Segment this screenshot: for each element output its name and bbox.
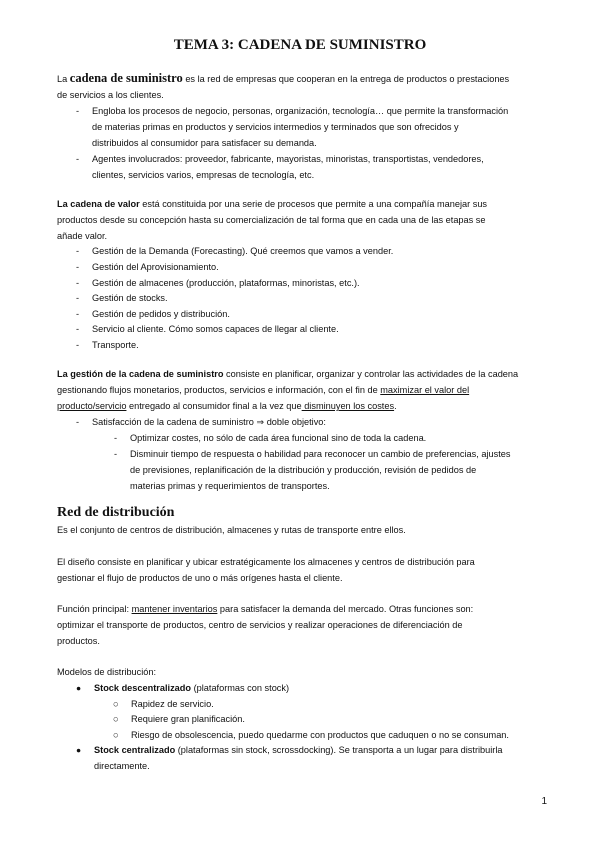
page-title: TEMA 3: CADENA DE SUMINISTRO <box>173 37 427 53</box>
page-number: 1 <box>541 796 547 807</box>
models-label: Modelos de distribución: <box>57 667 157 677</box>
distribution-definition: Es el conjunto de centros de distribución, almacenes y rutas de transporte entre ellos. <box>57 525 406 535</box>
value-chain-paragraph: La cadena de valor está constituida por una serie de procesos que permite a una compañía manejar sus productos desde su concepción hasta su comercialización de tal forma que en cada una de las etapas se añade valor. <box>57 199 488 241</box>
design-paragraph: El diseño consiste en planificar y ubicar estratégicamente los almacenes y centros de distribución para gestionar el flujo de productos de uno o más orígenes hasta el cliente. <box>57 557 475 583</box>
document-page: TEMA 3: CADENA DE SUMINISTRO La cadena de suministro es la red de empresas que cooperan en la entrega de productos o prestaciones de servicios a los clientes. - Engloba los procesos de negocio, personas, organización, tecnología… que permite la transformación de materias primas en productos y servicios intermedios y terminados que son ofrecidos y distribuidos al consumidor para satisfacer su demanda. - Agentes involucrados: proveedor, fabricante, mayoristas, minoristas, transportistas, vendedores, clientes, servicios varios, empresas de tecnología, etc. La cadena de valor está constituida por una serie de procesos que permite a una compañía manejar sus productos desde su concepción hasta su comercialización de tal forma que en cada una de las etapas se añade valor. - Gestión de la Demanda (Forecasting). Qué creemos que vamos a vender. - Gestión del Aprovisionamiento. - Gestión de almacenes (producción, plataformas, minoristas, etc.). - Gestión de stocks. - Gestión de pedidos y distribución. - Servicio al cliente. Cómo somos capaces de llegar al cliente. - Transporte. La gestión de la cadena de suministro consiste en planificar, organizar y controlar las actividades de la cadena gestionando flujos monetarios, productos, servicios e información, con el fin de maximizar el valor del producto/servicio entregado al consumidor final a la vez que disminuyen los costes. - Satisfacción de la cadena de suministro ⇒ doble objetivo: - Optimizar costes, no sólo de cada área funcional sino de toda la cadena. - Disminuir tiempo de respuesta o habilidad para reconocer un cambio de preferencias, ajustes de previsiones, replanificación de la distribución y producción, revisión de pedidos de materias primas y requerimientos de transportes. Red de distribución Es el conjunto de centros de distribución, almacenes y rutas de transporte entre ellos. El diseño consiste en planificar y ubicar estratégicamente los almacenes y centros de distribución para gestionar el flujo de productos de uno o más orígenes hasta el cliente. Función principal: mantener inventarios para satisfacer la demanda del mercado. Otras funciones son: optimizar el transporte de productos, centro de servicios y realizar operaciones de diferenciación de productos. Modelos de distribución: ● Stock descentralizado (plataformas con stock) ○ Rapidez de servicio. ○ Requiere gran planificación. ○ Riesgo de obsolescencia, puedo quedarme con productos que caduquen o no se consuman. ● Stock centralizado (plataformas sin stock, scrossdocking). Se transporta a un lugar para distribuirla directamente. 1 <box>0 0 600 848</box>
section-heading: Red de distribución <box>57 505 175 520</box>
scm-paragraph: La gestión de la cadena de suministro consiste en planificar, organizar y controlar las actividades de la cadena gestionando flujos monetarios, productos, servicios e información, con el fin de maximizar el valor del producto/servicio entregado al consumidor final a la vez que disminuyen los costes. <box>57 369 519 411</box>
intro-paragraph: La cadena de suministro es la red de empresas que cooperan en la entrega de productos o prestaciones de servicios a los clientes. <box>57 71 510 100</box>
function-paragraph: Función principal: mantener inventarios para satisfacer la demanda del mercado. Otras funciones son: optimizar el transporte de productos, centro de servicios y realizar operaciones de diferenciación de productos. <box>57 604 474 646</box>
